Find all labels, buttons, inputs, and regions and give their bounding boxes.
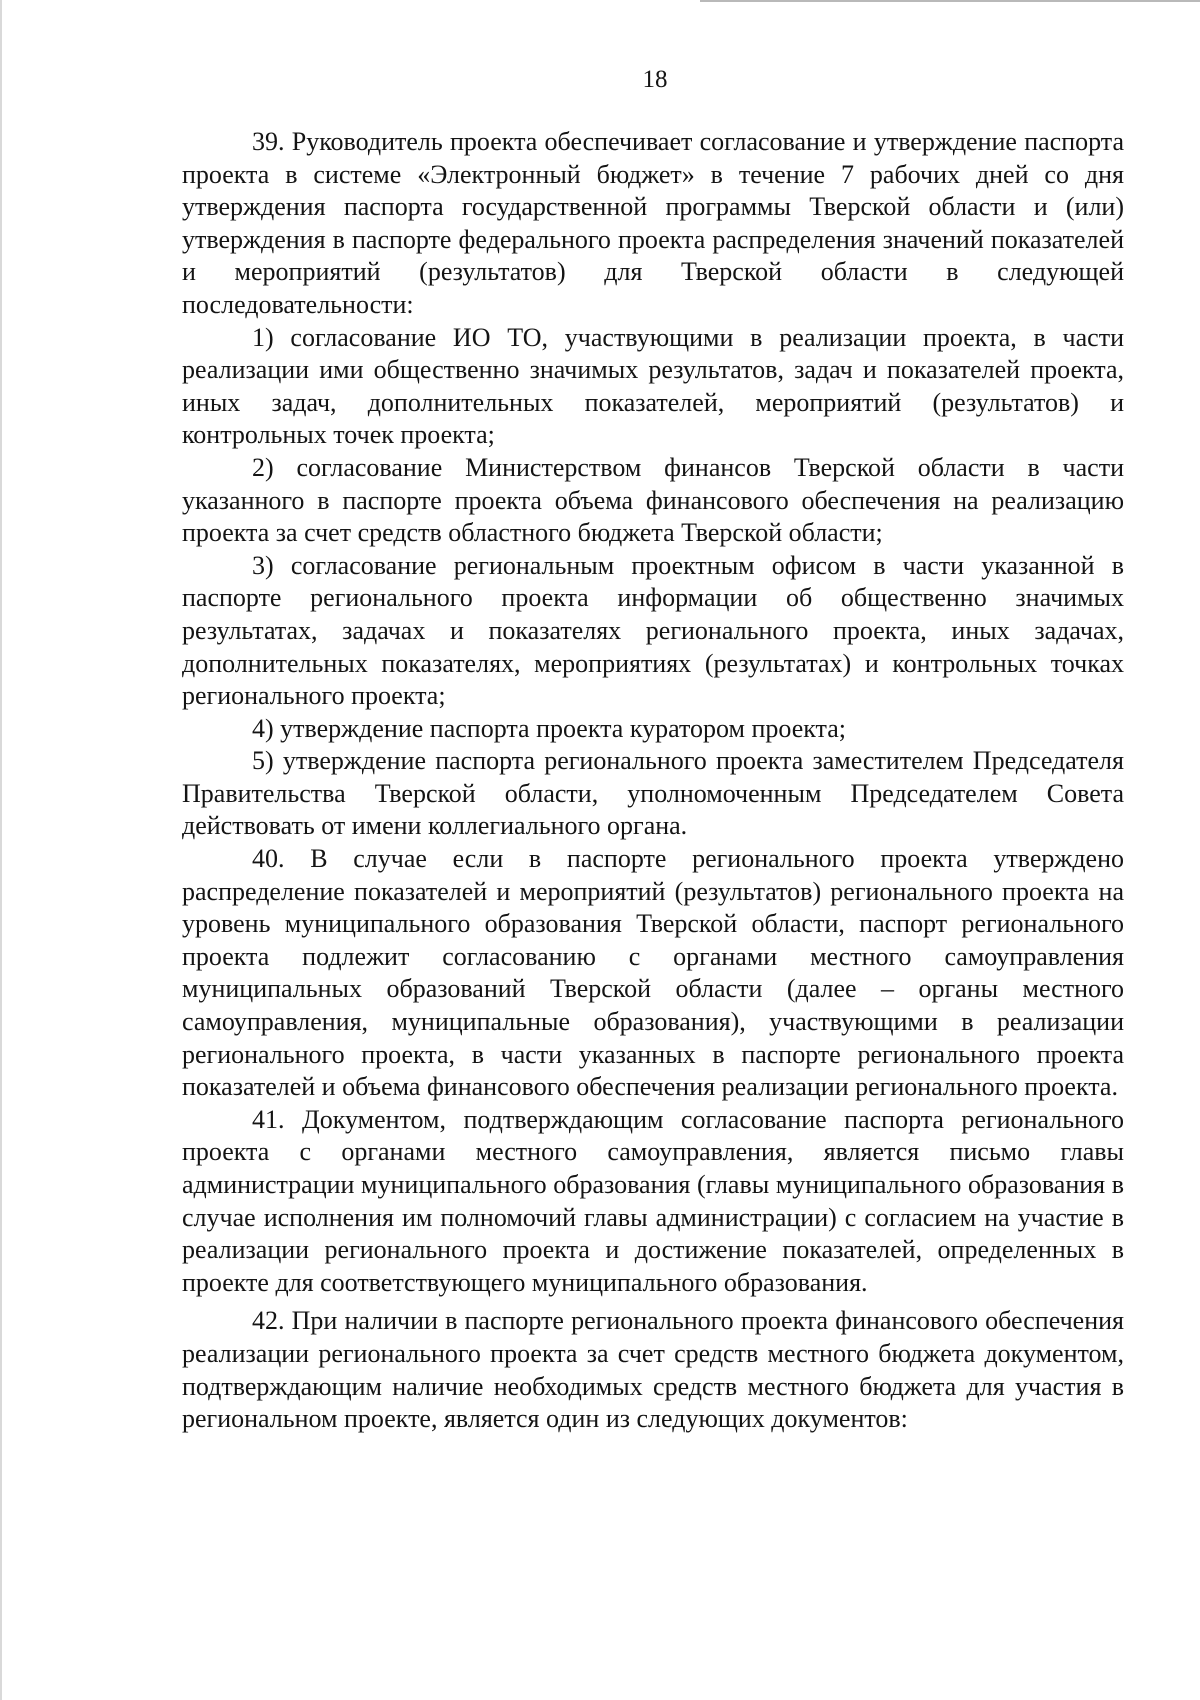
list-item-3: 3) согласование региональным проектным офисом в части указанной в паспорте регионального проекта информации об общественно значимых результатах, задачах и показателях регионального проекта, иных задачах, дополнительных показателях, мероприятиях (результатах) и контрольных точках регионального проекта; xyxy=(182,550,1124,711)
paragraph-41: 41. Документом, подтверждающим согласование паспорта регионального проекта с органами местного самоуправления, является письмо главы администрации муниципального образования (главы муниципального образования в случае исполнения им полномочий главы администрации) с согласием на участие в реализации регионального проекта и достижение показателей, определенных в проекте для соответствующего муниципального образования. xyxy=(182,1104,1124,1297)
document-body xyxy=(182,126,1124,1436)
paragraph-39: 39. Руководитель проекта обеспечивает согласование и утверждение паспорта проекта в системе «Электронный бюджет» в течение 7 рабочих дней со дня утверждения паспорта государственной программы Тверской области и (или) утверждения в паспорте федерального проекта распределения значений показателей и мероприятий (результатов) для Тверской области в следующей последовательности: xyxy=(182,127,1124,319)
list-item-4: 4) утверждение паспорта проекта куратором проекта; xyxy=(252,713,846,743)
scan-edge-left xyxy=(0,0,2,1700)
scan-edge-top xyxy=(700,0,1200,2)
page-number: 18 xyxy=(642,66,668,93)
paragraph-42: 42. При наличии в паспорте регионального проекта финансового обеспечения реализации регионального проекта за счет средств местного бюджета документом, подтверждающим наличие необходимых средств местного бюджета для участия в региональном проекте, является один из следующих документов: xyxy=(182,1306,1124,1434)
list-item-1: 1) согласование ИО ТО, участвующими в реализации проекта, в части реализации ими общественно значимых результатов, задач и показателей проекта, иных задач, дополнительных показателей, мероприятий (результатов) и контрольных точек проекта; xyxy=(182,322,1124,450)
list-item-2: 2) согласование Министерством финансов Тверской области в части указанного в паспорте проекта объема финансового обеспечения на реализацию проекта за счет средств областного бюджета Тверской области; xyxy=(182,452,1124,548)
list-item-5: 5) утверждение паспорта регионального проекта заместителем Председателя Правительства Тверской области, уполномоченным Председателем Совета действовать от имени коллегиального органа. xyxy=(182,746,1124,841)
paragraph-40: 40. В случае если в паспорте регионального проекта утверждено распределение показателей и мероприятий (результатов) регионального проекта на уровень муниципального образования Тверской области, паспорт регионального проекта подлежит согласованию с органами местного самоуправления муниципальных образований Тверской области (далее – органы местного самоуправления, муниципальные образования), участвующими в реализации регионального проекта, в части указанных в паспорте регионального проекта показателей и объема финансового обеспечения реализации регионального проекта. xyxy=(182,844,1124,1102)
